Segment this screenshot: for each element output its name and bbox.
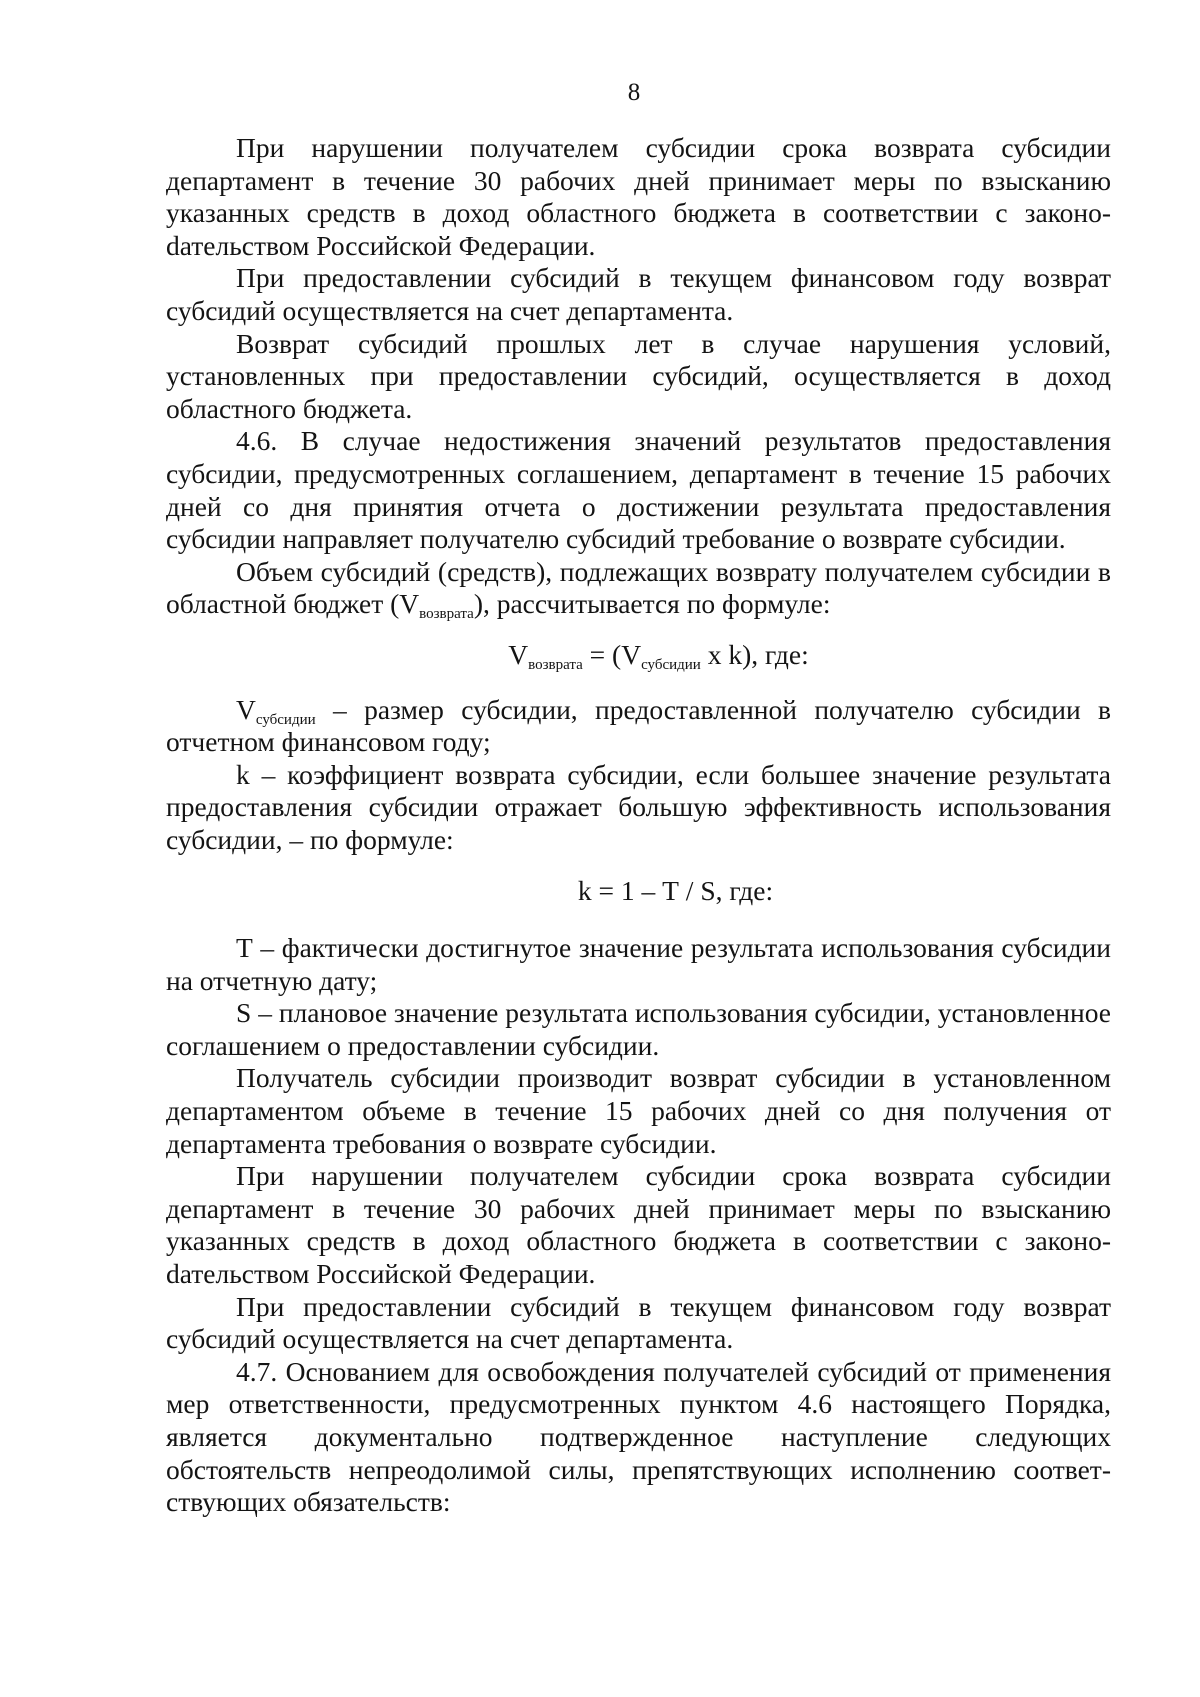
subscript-return: возврата [419,606,474,623]
formula-coefficient: k = 1 – Т / S, где: [577,875,774,907]
paragraph-return-volume [166,556,1111,621]
return-volume-text-end: ), рассчитывается по формуле: [473,588,831,620]
paragraph-current-year-return-2: При предоставлении субсидий в текущем финансовом году возврат субсидий осуществляется на счет департамента. [166,1290,1111,1355]
paragraph-clause-4-6: 4.6. В случае недостижения значений результатов предоставления субсидии, предусмотренных соглашением, департамент в течение 15 рабочих дней со дня принятия отчета о достижении результата предоставления субсидии направляет получателю субсидий требование о возврате субсидии. [166,425,1111,555]
formula-rhs-subscript: субсидии [641,656,701,673]
paragraph-clause-4-7: 4.7. Основанием для освобождения получателей субсидий от применения мер ответственности, предусмотренных пунктом 4.6 настоящего Порядка, является документально подтвержденное наступление следующих обстоятельств непреодолимой силы, препятствующих исполнению соответствующих обязательств: [166,1355,1111,1518]
paragraph-v-subsidy-definition [166,694,1111,759]
definition-subscript: субсидии [255,711,316,728]
paragraph-k-definition: k – коэффициент возврата субсидии, если большее значение результата предоставления субсидии отражает большую эффективность использования субсидии, – по формуле: [166,758,1111,855]
paragraph-s-definition: S – плановое значение результата использования субсидии, установленное соглашением о предоставлении субсидии. [166,997,1111,1061]
formula-lhs-subscript: возврата [528,656,583,673]
definition-v-symbol: V [236,693,256,725]
return-volume-text-start: Объем субсидий (средств), подлежащих возврату получателем субсидии в областной бюджет (V [166,555,1111,620]
formula-v-symbol: V [508,638,529,670]
paragraph-return-violation-1: При нарушении получателем субсидии срока возврата субсидии департамент в течение 30 рабочих дней принимает меры по взысканию указанных средств в доход областного бюджета в соответствии с законоdательством Российской Федерации. [166,132,1111,261]
page-number: 8 [627,79,641,106]
document-body [166,132,1111,1519]
paragraph-recipient-return: Получатель субсидии производит возврат субсидии в установленном департаментом объеме в течение 15 рабочих дней со дня получения от департамента требования о возврате субсидии. [166,1062,1111,1159]
formula-return-volume [166,621,1111,694]
paragraph-current-year-return-1: При предоставлении субсидий в текущем финансовом году возврат субсидий осуществляется на счет департамента. [166,262,1111,326]
paragraph-previous-years-return: Возврат субсидий прошлых лет в случае нарушения условий, установленных при предоставлении субсидий, осуществляется в доход областного бюджета. [166,327,1111,424]
paragraph-t-definition: Т – фактически достигнутое значение результата использования субсидии на отчетную дату; [166,932,1111,996]
formula-tail: x k), где: [700,638,809,670]
definition-v-text: – размер субсидии, предоставленной получателю субсидии в отчетном финансовом году; [166,693,1111,758]
formula-middle: = (V [582,638,642,670]
paragraph-return-violation-2: При нарушении получателем субсидии срока возврата субсидии департамент в течение 30 рабочих дней принимает меры по взысканию указанных средств в доход областного бюджета в соответствии с законоdательством Российской Федерации. [166,1160,1111,1289]
